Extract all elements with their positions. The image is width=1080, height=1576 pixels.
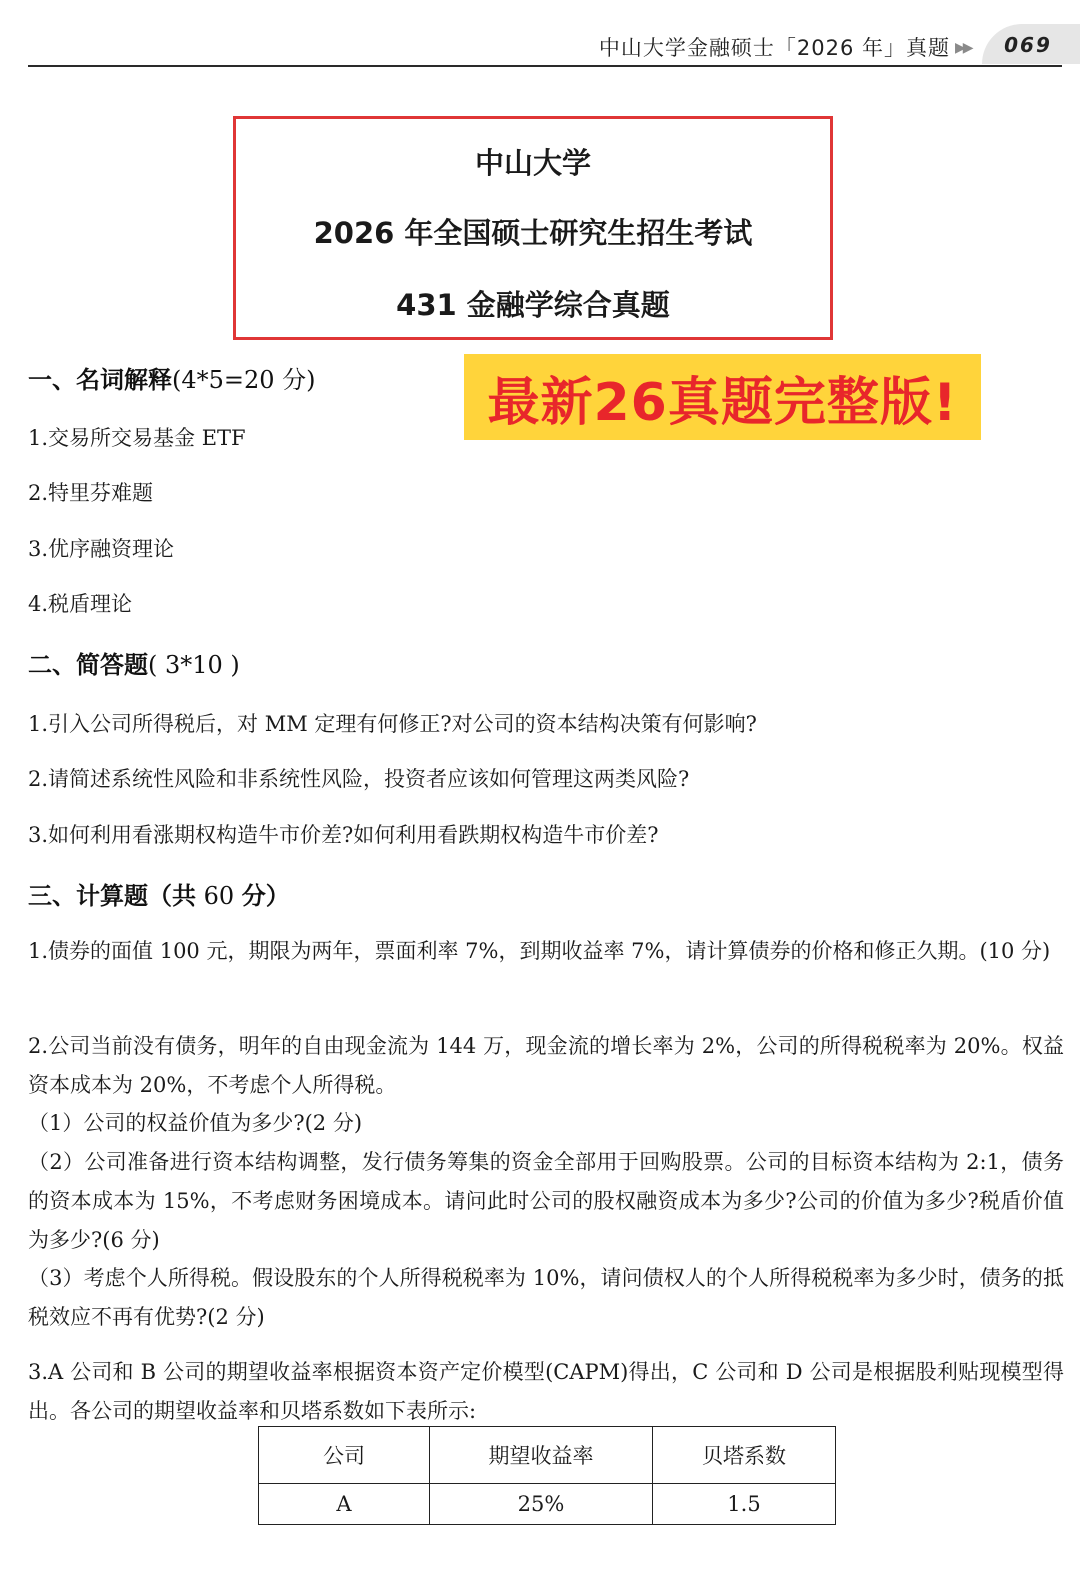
header-divider [28, 65, 1062, 67]
promo-banner [464, 354, 981, 440]
section1-heading [28, 360, 316, 395]
section2-heading [28, 645, 240, 680]
table-cell-company: A [259, 1484, 430, 1525]
title-exam-name: 2026 年全国硕士研究生招生考试 [313, 216, 753, 250]
calc-question-3-intro: 3.A 公司和 B 公司的期望收益率根据资本资产定价模型(CAPM)得出，C 公司和 D 公司是根据股利贴现模型得出。各公司的期望收益率和贝塔系数如下表所示: [28, 1360, 1064, 1423]
table-header-beta: 贝塔系数 [653, 1427, 836, 1484]
section2-score: ( 3*10 ) [148, 651, 240, 679]
section1-score: (4*5=20 分) [172, 366, 316, 394]
section3-title: 三、计算题（共 [28, 882, 196, 910]
table-header-row [259, 1427, 836, 1484]
calc-question-2-part-3: （3）考虑个人所得税。假设股东的个人所得税税率为 10%，请问债权人的个人所得税税率为多少时，债务的抵税效应不再有优势?(2 分) [28, 1266, 1064, 1329]
term-item-3: 3.优序融资理论 [28, 537, 175, 561]
section3-heading [28, 876, 290, 911]
page-number: 069 [1004, 33, 1052, 57]
title-subject: 431 金融学综合真题 [396, 288, 670, 322]
title-university: 中山大学 [474, 146, 591, 180]
double-arrow-icon: ▶▶ [955, 40, 971, 56]
short-answer-item-3: 3.如何利用看涨期权构造牛市价差?如何利用看跌期权构造牛市价差? [28, 823, 659, 847]
exam-title-box [233, 116, 833, 340]
promo-text: 最新26真题完整版! [487, 372, 958, 433]
section3-title-end: 分） [241, 882, 290, 910]
table-cell-expected-return: 25% [430, 1484, 653, 1525]
calc-question-2-part-1: （1）公司的权益价值为多少?(2 分) [28, 1111, 363, 1135]
table-header-expected-return: 期望收益率 [430, 1427, 653, 1484]
table-cell-beta: 1.5 [653, 1484, 836, 1525]
calc-question-2-intro: 2.公司当前没有债务，明年的自由现金流为 144 万，现金流的增长率为 2%，公司的所得税税率为 20%。权益资本成本为 20%，不考虑个人所得税。 [28, 1034, 1064, 1097]
table-row [259, 1484, 836, 1525]
section3-score: 60 [196, 882, 242, 910]
term-item-1: 1.交易所交易基金 ETF [28, 426, 246, 450]
section2-title: 二、简答题 [28, 651, 148, 679]
term-item-2: 2.特里芬难题 [28, 481, 154, 505]
calc-question-2-part-2: （2）公司准备进行资本结构调整，发行债务筹集的资金全部用于回购股票。公司的目标资本结构为 2:1，债务的资本成本为 15%，不考虑财务困境成本。请问此时公司的股权融资成本为多少?公司的价值为多少?税盾价值为多少?(6 分) [28, 1150, 1064, 1252]
expected-return-table [258, 1426, 836, 1525]
table-header-company: 公司 [259, 1427, 430, 1484]
section1-title: 一、名词解释 [28, 366, 172, 394]
running-header-title: 中山大学金融硕士「2026 年」真题 [598, 36, 950, 60]
calc-question-1: 1.债券的面值 100 元，期限为两年，票面利率 7%，到期收益率 7%，请计算债券的价格和修正久期。(10 分) [28, 939, 1051, 963]
short-answer-item-2: 2.请简述系统性风险和非系统性风险，投资者应该如何管理这两类风险? [28, 767, 690, 791]
short-answer-item-1: 1.引入公司所得税后，对 MM 定理有何修正?对公司的资本结构决策有何影响? [28, 712, 757, 736]
term-item-4: 4.税盾理论 [28, 592, 133, 616]
